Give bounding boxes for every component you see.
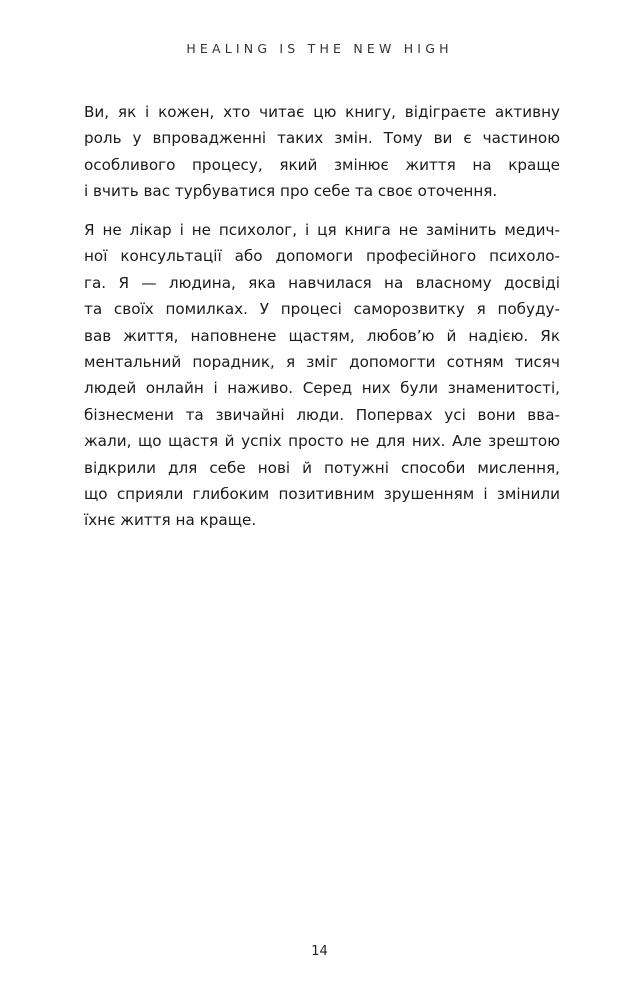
paragraph-line: бізнесмени та звичайні люди. Поперваx усі вони вва- xyxy=(84,405,560,424)
paragraph-line: Ви, як і кожен, хто читає цю книгу, відіграєте активну xyxy=(84,103,560,121)
paragraph-line: Я не лікар і не психолог, і ця книга не замінить медич- xyxy=(84,221,560,239)
paragraph-line: що сприяли глибоким позитивним зрушенням і змінили xyxy=(84,484,560,503)
paragraph-line: ної консультації або допомоги професійного психоло- xyxy=(84,247,560,266)
paragraph-line: їхнє життя на краще. xyxy=(84,511,257,530)
paragraph-line: жали, що щастя й успіх просто не для них. Але зрештою xyxy=(84,432,560,451)
page-number: 14 xyxy=(311,944,328,959)
paragraph-line: вав життя, наповнене щастям, любов’ю й надією. Як xyxy=(84,326,560,345)
paragraph-line: людей онлайн і наживо. Серед них були знаменитості, xyxy=(84,379,560,398)
paragraph-line: особливого процесу, який змінює життя на краще xyxy=(84,155,560,174)
paragraph-line: відкрили для себе нові й потужні способи мислення, xyxy=(84,458,560,477)
paragraph-line: ментальний порадник, я зміг допомогти сотням тисяч xyxy=(84,352,560,371)
paragraph-2 xyxy=(84,217,560,534)
paragraph-line: роль у впровадженні таких змін. Тому ви є частиною xyxy=(84,129,560,148)
paragraph-1 xyxy=(84,99,560,205)
paragraph-line: та своїх помилках. У процесі саморозвитку я побуду- xyxy=(84,300,560,319)
running-header-title: HEALING IS THE NEW HIGH xyxy=(186,41,453,56)
paragraph-line: га. Я — людина, яка навчилася на власному досвіді xyxy=(84,273,560,292)
paragraph-line: і вчить вас турбуватися про себе та своє оточення. xyxy=(84,182,498,201)
